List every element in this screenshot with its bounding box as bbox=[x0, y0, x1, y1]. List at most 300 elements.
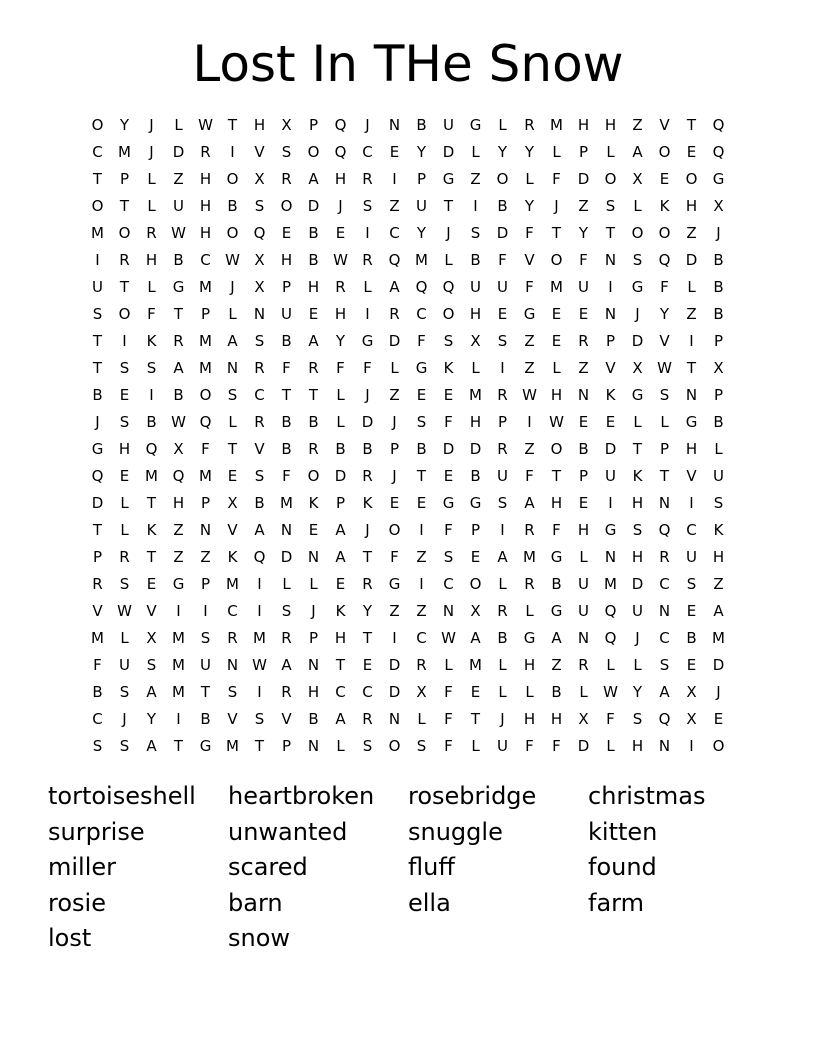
grid-cell: K bbox=[335, 602, 346, 620]
grid-cell: Z bbox=[389, 386, 400, 404]
grid-cell: S bbox=[146, 656, 157, 674]
grid-cell: T bbox=[92, 359, 103, 377]
grid-cell: X bbox=[470, 602, 481, 620]
grid-cell: S bbox=[119, 413, 130, 431]
grid-row bbox=[84, 328, 732, 355]
grid-cell: F bbox=[444, 710, 453, 728]
grid-cell: M bbox=[91, 629, 104, 647]
grid-cell: A bbox=[551, 629, 562, 647]
grid-cell: I bbox=[122, 332, 127, 350]
grid-row bbox=[84, 382, 732, 409]
grid-cell: V bbox=[659, 332, 670, 350]
grid-cell: F bbox=[444, 737, 453, 755]
grid-cell: W bbox=[441, 629, 456, 647]
grid-cell: D bbox=[388, 656, 401, 674]
grid-cell: S bbox=[632, 251, 643, 269]
grid-cell: U bbox=[578, 602, 589, 620]
grid-cell: S bbox=[416, 413, 427, 431]
grid-cell: B bbox=[470, 467, 481, 485]
grid-cell: M bbox=[118, 143, 131, 161]
grid-cell: R bbox=[119, 548, 130, 566]
word-list-item: heartbroken bbox=[228, 782, 375, 810]
grid-cell: R bbox=[497, 440, 508, 458]
grid-cell: E bbox=[686, 656, 697, 674]
grid-cell: I bbox=[419, 575, 424, 593]
grid-cell: F bbox=[282, 467, 291, 485]
grid-cell: C bbox=[92, 143, 103, 161]
grid-cell: W bbox=[171, 413, 186, 431]
grid-cell: L bbox=[606, 656, 615, 674]
grid-cell: H bbox=[550, 710, 563, 728]
grid-row bbox=[84, 274, 732, 301]
grid-cell: R bbox=[362, 710, 373, 728]
grid-cell: H bbox=[523, 656, 536, 674]
word-list-item: tortoiseshell bbox=[48, 782, 196, 810]
grid-cell: Y bbox=[632, 683, 643, 701]
grid-cell: S bbox=[497, 332, 508, 350]
grid-cell: P bbox=[281, 278, 292, 296]
grid-cell: B bbox=[308, 413, 319, 431]
grid-cell: S bbox=[200, 629, 211, 647]
grid-cell: M bbox=[172, 683, 185, 701]
grid-cell: A bbox=[146, 737, 157, 755]
grid-cell: L bbox=[228, 413, 237, 431]
grid-cell: J bbox=[149, 116, 154, 134]
grid-cell: T bbox=[632, 440, 643, 458]
grid-cell: L bbox=[498, 575, 507, 593]
grid-cell: Y bbox=[524, 143, 535, 161]
grid-cell: R bbox=[281, 683, 292, 701]
grid-cell: N bbox=[658, 737, 671, 755]
word-list-item: rosie bbox=[48, 888, 106, 917]
grid-cell: Q bbox=[658, 251, 671, 269]
word-list-item: snow bbox=[228, 924, 291, 952]
grid-cell: B bbox=[92, 683, 103, 701]
grid-cell: P bbox=[713, 386, 724, 404]
grid-cell: T bbox=[362, 548, 373, 566]
grid-row bbox=[84, 436, 732, 463]
grid-cell: S bbox=[281, 602, 292, 620]
grid-cell: N bbox=[442, 602, 455, 620]
grid-cell: M bbox=[199, 359, 212, 377]
grid-cell: C bbox=[389, 224, 400, 242]
grid-cell: H bbox=[307, 683, 320, 701]
grid-cell: F bbox=[390, 548, 399, 566]
grid-cell: F bbox=[93, 656, 102, 674]
grid-cell: B bbox=[551, 683, 562, 701]
grid-cell: Z bbox=[686, 305, 697, 323]
grid-cell: U bbox=[281, 305, 292, 323]
grid-cell: T bbox=[443, 197, 454, 215]
grid-cell: W bbox=[225, 251, 240, 269]
grid-cell: R bbox=[200, 143, 211, 161]
grid-cell: L bbox=[525, 683, 534, 701]
grid-cell: A bbox=[524, 494, 535, 512]
grid-cell: S bbox=[605, 197, 616, 215]
grid-cell: B bbox=[578, 440, 589, 458]
grid-cell: K bbox=[146, 332, 157, 350]
grid-cell: R bbox=[362, 467, 373, 485]
grid-cell: H bbox=[199, 197, 212, 215]
grid-cell: E bbox=[416, 386, 427, 404]
grid-cell: L bbox=[606, 737, 615, 755]
word-list-item: unwanted bbox=[228, 817, 348, 846]
grid-cell: G bbox=[442, 494, 455, 512]
grid-cell: X bbox=[146, 629, 157, 647]
grid-cell: A bbox=[308, 332, 319, 350]
grid-row bbox=[84, 490, 732, 517]
grid-cell: E bbox=[389, 143, 400, 161]
grid-cell: B bbox=[281, 440, 292, 458]
grid-cell: U bbox=[443, 116, 454, 134]
grid-cell: A bbox=[281, 656, 292, 674]
grid-cell: E bbox=[443, 467, 454, 485]
grid-cell: I bbox=[689, 494, 694, 512]
grid-cell: I bbox=[608, 494, 613, 512]
grid-cell: T bbox=[227, 116, 238, 134]
word-list-item: fluff bbox=[408, 853, 455, 881]
grid-cell: R bbox=[119, 251, 130, 269]
grid-cell: T bbox=[686, 116, 697, 134]
grid-cell: H bbox=[199, 170, 212, 188]
grid-cell: Y bbox=[497, 143, 508, 161]
grid-cell: P bbox=[92, 548, 103, 566]
grid-cell: S bbox=[227, 386, 238, 404]
grid-cell: H bbox=[712, 548, 725, 566]
grid-cell: T bbox=[92, 521, 103, 539]
grid-cell: U bbox=[497, 278, 508, 296]
grid-cell: R bbox=[335, 278, 346, 296]
grid-cell: G bbox=[199, 737, 212, 755]
grid-cell: Z bbox=[173, 548, 184, 566]
grid-cell: N bbox=[685, 386, 698, 404]
grid-cell: K bbox=[443, 359, 454, 377]
grid-cell: F bbox=[660, 278, 669, 296]
grid-cell: S bbox=[497, 494, 508, 512]
grid-cell: B bbox=[713, 413, 724, 431]
grid-row bbox=[84, 247, 732, 274]
grid-cell: U bbox=[200, 656, 211, 674]
grid-cell: N bbox=[199, 521, 212, 539]
grid-cell: P bbox=[497, 413, 508, 431]
grid-cell: U bbox=[92, 278, 103, 296]
grid-cell: U bbox=[578, 278, 589, 296]
grid-cell: E bbox=[389, 494, 400, 512]
grid-cell: T bbox=[308, 386, 319, 404]
grid-cell: E bbox=[578, 413, 589, 431]
grid-cell: X bbox=[254, 170, 265, 188]
grid-cell: E bbox=[308, 305, 319, 323]
grid-cell: A bbox=[659, 683, 670, 701]
grid-cell: T bbox=[605, 224, 616, 242]
grid-cell: L bbox=[525, 170, 534, 188]
grid-cell: T bbox=[362, 629, 373, 647]
grid-cell: I bbox=[392, 629, 397, 647]
grid-cell: U bbox=[605, 467, 616, 485]
grid-cell: T bbox=[686, 359, 697, 377]
grid-cell: X bbox=[578, 710, 589, 728]
grid-cell: S bbox=[443, 332, 454, 350]
grid-cell: E bbox=[497, 305, 508, 323]
grid-cell: H bbox=[523, 710, 536, 728]
grid-cell: Z bbox=[578, 359, 589, 377]
grid-cell: T bbox=[146, 494, 157, 512]
grid-cell: X bbox=[686, 710, 697, 728]
grid-cell: U bbox=[632, 602, 643, 620]
grid-cell: W bbox=[333, 251, 348, 269]
grid-cell: Q bbox=[334, 143, 347, 161]
grid-cell: U bbox=[119, 656, 130, 674]
grid-cell: T bbox=[200, 683, 211, 701]
grid-cell: M bbox=[469, 656, 482, 674]
grid-cell: N bbox=[226, 656, 239, 674]
grid-cell: O bbox=[442, 305, 455, 323]
grid-cell: B bbox=[335, 440, 346, 458]
grid-cell: E bbox=[470, 548, 481, 566]
grid-cell: T bbox=[416, 467, 427, 485]
grid-cell: U bbox=[578, 575, 589, 593]
word-list-item: kitten bbox=[588, 817, 658, 846]
grid-cell: U bbox=[470, 278, 481, 296]
grid-cell: M bbox=[172, 629, 185, 647]
grid-cell: Q bbox=[388, 251, 401, 269]
grid-cell: H bbox=[253, 116, 266, 134]
grid-cell: V bbox=[686, 467, 697, 485]
grid-cell: H bbox=[550, 386, 563, 404]
grid-cell: E bbox=[146, 575, 157, 593]
grid-cell: N bbox=[658, 494, 671, 512]
grid-cell: L bbox=[633, 197, 642, 215]
grid-cell: K bbox=[713, 521, 724, 539]
grid-cell: B bbox=[308, 251, 319, 269]
grid-cell: R bbox=[254, 413, 265, 431]
grid-cell: E bbox=[443, 386, 454, 404]
grid-cell: L bbox=[336, 386, 345, 404]
grid-cell: R bbox=[281, 629, 292, 647]
grid-cell: L bbox=[363, 278, 372, 296]
grid-cell: C bbox=[443, 575, 454, 593]
grid-cell: R bbox=[362, 251, 373, 269]
word-list-item: found bbox=[588, 853, 657, 881]
grid-cell: R bbox=[578, 656, 589, 674]
grid-cell: T bbox=[254, 737, 265, 755]
grid-cell: H bbox=[631, 548, 644, 566]
grid-cell: E bbox=[551, 332, 562, 350]
grid-cell: B bbox=[362, 440, 373, 458]
grid-cell: I bbox=[608, 278, 613, 296]
grid-row bbox=[84, 463, 732, 490]
grid-cell: P bbox=[578, 467, 589, 485]
grid-cell: J bbox=[95, 413, 100, 431]
grid-cell: S bbox=[362, 737, 373, 755]
grid-cell: O bbox=[388, 521, 401, 539]
grid-cell: I bbox=[419, 521, 424, 539]
grid-cell: J bbox=[122, 710, 127, 728]
grid-cell: B bbox=[686, 629, 697, 647]
grid-cell: S bbox=[632, 710, 643, 728]
grid-cell: Z bbox=[416, 548, 427, 566]
grid-cell: V bbox=[146, 602, 157, 620]
grid-cell: O bbox=[469, 575, 482, 593]
grid-cell: O bbox=[280, 197, 293, 215]
grid-cell: I bbox=[149, 386, 154, 404]
grid-cell: I bbox=[689, 332, 694, 350]
grid-row bbox=[84, 112, 732, 139]
grid-cell: E bbox=[713, 710, 724, 728]
grid-row bbox=[84, 301, 732, 328]
grid-cell: R bbox=[227, 629, 238, 647]
grid-cell: P bbox=[389, 440, 400, 458]
grid-cell: L bbox=[282, 575, 291, 593]
grid-cell: S bbox=[443, 548, 454, 566]
grid-cell: X bbox=[713, 359, 724, 377]
grid-cell: S bbox=[659, 386, 670, 404]
grid-cell: W bbox=[657, 359, 672, 377]
grid-cell: T bbox=[470, 710, 481, 728]
grid-cell: R bbox=[92, 575, 103, 593]
grid-cell: O bbox=[604, 170, 617, 188]
word-list-item: farm bbox=[588, 888, 644, 917]
grid-cell: A bbox=[146, 683, 157, 701]
grid-cell: D bbox=[334, 467, 347, 485]
grid-row bbox=[84, 355, 732, 382]
grid-cell: P bbox=[713, 332, 724, 350]
grid-cell: K bbox=[362, 494, 373, 512]
grid-cell: B bbox=[281, 413, 292, 431]
grid-cell: I bbox=[257, 575, 262, 593]
grid-cell: J bbox=[230, 278, 235, 296]
grid-cell: I bbox=[365, 224, 370, 242]
grid-cell: Z bbox=[524, 359, 535, 377]
grid-cell: L bbox=[633, 656, 642, 674]
grid-cell: E bbox=[335, 224, 346, 242]
grid-cell: D bbox=[712, 656, 725, 674]
grid-row bbox=[84, 733, 732, 760]
grid-cell: N bbox=[658, 602, 671, 620]
grid-cell: K bbox=[659, 197, 670, 215]
grid-cell: O bbox=[496, 170, 509, 188]
grid-cell: C bbox=[362, 683, 373, 701]
grid-cell: F bbox=[552, 170, 561, 188]
grid-cell: R bbox=[281, 170, 292, 188]
grid-cell: L bbox=[147, 278, 156, 296]
grid-cell: H bbox=[199, 224, 212, 242]
word-list-item: miller bbox=[48, 853, 117, 881]
grid-cell: E bbox=[551, 305, 562, 323]
grid-cell: P bbox=[119, 170, 130, 188]
grid-cell: L bbox=[147, 197, 156, 215]
grid-row bbox=[84, 625, 732, 652]
grid-cell: H bbox=[469, 305, 482, 323]
grid-cell: M bbox=[469, 386, 482, 404]
grid-cell: O bbox=[658, 224, 671, 242]
grid-cell: W bbox=[252, 656, 267, 674]
grid-cell: A bbox=[308, 170, 319, 188]
grid-cell: P bbox=[605, 332, 616, 350]
grid-cell: I bbox=[176, 710, 181, 728]
grid-cell: T bbox=[173, 737, 184, 755]
grid-cell: F bbox=[552, 521, 561, 539]
grid-cell: Q bbox=[199, 413, 212, 431]
grid-cell: G bbox=[631, 278, 644, 296]
grid-cell: V bbox=[254, 440, 265, 458]
grid-cell: H bbox=[469, 413, 482, 431]
grid-cell: P bbox=[659, 440, 670, 458]
grid-cell: M bbox=[199, 332, 212, 350]
grid-cell: T bbox=[551, 224, 562, 242]
grid-cell: P bbox=[470, 521, 481, 539]
grid-cell: I bbox=[203, 602, 208, 620]
grid-cell: R bbox=[524, 116, 535, 134]
grid-cell: M bbox=[604, 575, 617, 593]
grid-row bbox=[84, 652, 732, 679]
grid-cell: E bbox=[416, 494, 427, 512]
grid-cell: S bbox=[119, 359, 130, 377]
grid-cell: A bbox=[254, 521, 265, 539]
grid-cell: B bbox=[470, 251, 481, 269]
grid-cell: N bbox=[388, 116, 401, 134]
grid-cell: O bbox=[118, 305, 131, 323]
grid-cell: E bbox=[281, 224, 292, 242]
grid-cell: B bbox=[308, 224, 319, 242]
grid-cell: V bbox=[524, 251, 535, 269]
grid-cell: U bbox=[497, 467, 508, 485]
grid-cell: B bbox=[173, 251, 184, 269]
grid-cell: L bbox=[579, 683, 588, 701]
grid-cell: S bbox=[632, 521, 643, 539]
grid-cell: Z bbox=[416, 602, 427, 620]
grid-cell: B bbox=[497, 629, 508, 647]
grid-cell: A bbox=[632, 143, 643, 161]
grid-cell: E bbox=[686, 143, 697, 161]
grid-cell: Q bbox=[415, 278, 428, 296]
grid-cell: M bbox=[280, 494, 293, 512]
grid-cell: Z bbox=[686, 224, 697, 242]
grid-cell: V bbox=[281, 710, 292, 728]
grid-cell: S bbox=[227, 683, 238, 701]
grid-cell: O bbox=[685, 170, 698, 188]
grid-cell: J bbox=[365, 521, 370, 539]
grid-cell: P bbox=[335, 494, 346, 512]
grid-cell: U bbox=[173, 197, 184, 215]
grid-cell: X bbox=[227, 494, 238, 512]
grid-cell: M bbox=[415, 251, 428, 269]
grid-cell: I bbox=[176, 602, 181, 620]
grid-cell: A bbox=[335, 521, 346, 539]
grid-cell: X bbox=[254, 251, 265, 269]
grid-cell: S bbox=[686, 575, 697, 593]
grid-cell: Q bbox=[334, 116, 347, 134]
grid-cell: I bbox=[527, 413, 532, 431]
grid-cell: D bbox=[361, 413, 374, 431]
grid-cell: H bbox=[334, 170, 347, 188]
grid-cell: A bbox=[335, 710, 346, 728]
grid-cell: Z bbox=[713, 575, 724, 593]
grid-cell: Q bbox=[172, 467, 185, 485]
grid-cell: E bbox=[470, 683, 481, 701]
grid-cell: H bbox=[577, 116, 590, 134]
grid-cell: O bbox=[199, 386, 212, 404]
grid-cell: L bbox=[498, 683, 507, 701]
grid-cell: F bbox=[201, 440, 210, 458]
grid-cell: W bbox=[603, 683, 618, 701]
grid-cell: E bbox=[308, 521, 319, 539]
grid-cell: S bbox=[92, 737, 103, 755]
grid-cell: Z bbox=[524, 332, 535, 350]
grid-cell: G bbox=[442, 170, 455, 188]
grid-cell: R bbox=[173, 332, 184, 350]
grid-cell: R bbox=[308, 359, 319, 377]
